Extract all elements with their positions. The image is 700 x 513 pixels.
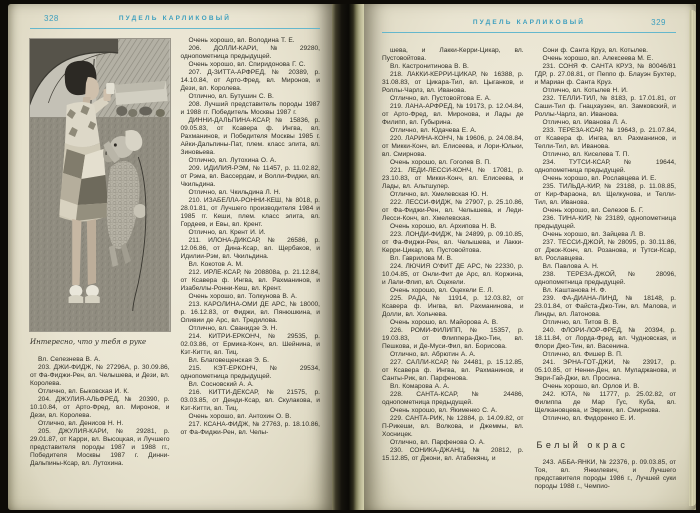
right-page-column-2 [535, 47, 677, 491]
page-right [364, 4, 696, 510]
registry-paragraph: 208. Лучший представитель породы 1987 и 1988 гг. Победитель Москвы 1987 г. [180, 101, 320, 116]
registry-paragraph: 217. КСАНА-ФИДЖ, № 27763, р. 18.10.86, от Фа-Фиджи-Рен, вл. Челы- [180, 421, 320, 436]
registry-paragraph: 243. АББА-ЯНКИ, № 22376, р. 09.03.85, от Тоя, вл. Янкилевич, и Лучшего представителя породы 1986 г., Лучшей суки породы 1988 г., Чемпио- [534, 459, 676, 490]
registry-paragraph: 238. ТЕРЕЗА-ДЖОЙ, № 28096, однопометница предыдущей. [534, 271, 676, 286]
right-page-column-2-top-text [535, 47, 677, 423]
photo-frame [30, 39, 170, 331]
registry-paragraph: 211. ИЛОНА-ДИКСАР, № 26586, р. 12.06.86, от Дина-Ксар, вл. Щербаков, и Идилии-Рэм, вл. Чкильдина. [180, 237, 320, 260]
right-page-column-1-text [382, 47, 524, 463]
registry-paragraph: Отлично, вл. Бутушин С. В. [188, 93, 274, 100]
registry-paragraph: 216. КИТТИ-ДЕКСАР, № 21575, р. 03.03.85, от Денди-Ксар, вл. Скулакова, и Кэт-Китти, вл. Тиц. [180, 389, 320, 412]
right-page-column-1 [382, 47, 524, 491]
registry-paragraph: 234. ТУТСИ-КСАР, № 19644, однопометница предыдущей. [534, 159, 676, 174]
registry-paragraph: Отлично, вл. Титов В. В. [542, 319, 619, 326]
registry-paragraph: 206. ДОЛЛИ-КАРИ, № 29280, однопометница предыдущей. [180, 45, 320, 60]
registry-paragraph: Отлично, вл. Иванова Л. А. [542, 119, 628, 126]
registry-paragraph: 218. ЛАККИ-КЕРРИ-ЦИКАР, № 16388, р. 31.08.83, от Цикара-Тил, вл. Цыганков, и Роллы-Чарлз, вл. Иванова. [382, 71, 524, 94]
registry-paragraph: 225. РАДА, № 11914, р. 12.03.82, от Ксавера ф. Ингва, вл. Рахманинова, и Долли, вл. Хольчева. [382, 295, 524, 318]
registry-paragraph: Очень хорошо, вл. Селезов Б. Г. [542, 207, 644, 214]
registry-paragraph: 219. ЛАНА-АРФРЕД, № 19173, р. 12.04.84, от Арто-Фред, вл. Миронова, и Лады де Филипп, вл. Губырина. [382, 103, 524, 126]
registry-paragraph: Очень хорошо, вл. Майорова А. В. [390, 319, 498, 326]
registry-paragraph: Отлично, вл. Крент И. И. [188, 229, 266, 236]
registry-paragraph: Сони ф. Санта Круз, вл. Котылев. [542, 47, 649, 54]
page-number-left: 328 [44, 14, 59, 23]
registry-paragraph: 227. САЛЛИ-КСАР, № 24481, р. 15.12.85, от Ксавера ф. Ингва, вл. Рахманинов, и Санты-Рик, вл. Парфенова. [382, 359, 524, 382]
book-spread [8, 4, 696, 510]
registry-paragraph: 222. ЛЕССИ-ФИДЖ, № 27907, р. 25.10.86, от Фа-Фиджи-Рен, вл. Челышева, и Леди-Лесси-Конч, вл. Хмелевская. [382, 199, 524, 222]
registry-paragraph: Очень хорошо, вл. Якименко С. А. [390, 407, 498, 414]
header-rule-right [382, 32, 676, 33]
left-page-column-1 [30, 37, 170, 468]
registry-paragraph: Вл. Кокотов А. М. [188, 261, 243, 268]
registry-paragraph: 205. ДЖУЛИЯ-КАРИ, № 29281, р. 29.01.87, от Карри, вл. Высоцкая, и Лучшего представителя породы 1987 и 1988 гг., Победителя Москвы 1987 г. Динни-Дальпины-Ксар, вл. Лутохина. [30, 428, 170, 467]
registry-paragraph: Отлично, вл. Абрютин А. А. [390, 351, 476, 358]
registry-paragraph: 235. ТИЛЬДА-КИР, № 23188, р. 11.08.85, от Кир-Фараона, вл. Щелкунова, и Телли-Тил, вл. Иванова. [534, 183, 676, 206]
registry-paragraph: 241. ЭРНА-ГОТ-ДЖИ, № 23917, р. 05.10.85, от Ненни-Ден, вл. Муладжанова, и Эври-Гай-Джи, вл. Просина. [534, 359, 676, 382]
registry-paragraph: 209. ИДИЛИЯ-РЭМ, № 11457, р. 11.02.82, от Рэма, вл. Вассердам, и Волли-Фиджи, вл. Чкильдина. [180, 165, 320, 188]
page-left-header [30, 14, 320, 26]
registry-paragraph: Вл. Благовещенская Э. Б. [188, 357, 270, 364]
header-rule-left [30, 28, 320, 29]
registry-paragraph: 203. ДЖИ-ФИДЖ, № 27296А, р. 30.09.86, от Фа-Фиджи-Рен, вл. Челышева, и Дези, вл. Королева. [30, 364, 170, 387]
registry-paragraph: 242. ЮТА, № 11777, р. 25.02.82, от Филиппа де Мар Гус, Куба, вл. Щелкановцева, и Эврики, вл. Смирнова. [534, 391, 676, 414]
registry-paragraph: ДИННИ-ДАЛЬПИНА-КСАР, № 15836, р. 09.05.83, от Ксавера ф. Ингва, вл. Рахманинов, и Победителя Москвы 1985 г. Айки-Дальпины-Пат, плем. класс элита, вл. Зиновьева. [180, 117, 320, 156]
registry-paragraph: Очень хорошо, вл. Гоголев В. П. [390, 159, 491, 166]
registry-paragraph: Отлично, вл. Киселева Т. П. [542, 151, 630, 158]
registry-paragraph: 223. ЛОНДИ-ФИДЖ, № 24899, р. 09.10.85, от Фа-Фиджи-Рен, вл. Челышева, и Лакки-Керри-Цикар, вл. Пустовойтова. [382, 231, 524, 254]
registry-paragraph: шева, и Лакки-Керри-Цикар, вл. Пустовойтова. [382, 47, 524, 62]
registry-paragraph: Отлично, вл. Пустовойтова Е. А. [390, 95, 491, 102]
registry-paragraph: Вл. Кастронитинова В. В. [390, 63, 469, 70]
registry-paragraph: Отлично, вл. Денисов Н. Н. [38, 420, 124, 427]
registry-paragraph: 213. КАРОЛИНА-ОМИ ДЕ АРС, № 18000, р. 16.12.83, от Фиджи, вл. Пянюшкина, и Оливии де Арс, вл. Тредилова. [180, 301, 320, 324]
registry-paragraph: 239. ФА-ДИАНА-ЛИНД, № 18148, р. 23.01.84, от Файста-Джо-Тин, вл. Малова, и Линды, вл. Латонова. [534, 295, 676, 318]
registry-paragraph: 214. КИТРИ-ЕРКОНЧ, № 29535, р. 02.03.86, от Ермика-Конч, вл. Шейнина, и Кэт-Китти, вл. Тиц. [180, 333, 320, 356]
registry-paragraph: Отлично, вл. Быковская И. К. [38, 388, 129, 395]
registry-paragraph: Отлично, вл. Фишер В. П. [542, 351, 623, 358]
registry-paragraph: 230. СОНИКА-ДЖАНЦ, № 20812, р. 15.12.85, от Джони, вл. Атабекянц, и [382, 447, 524, 462]
registry-paragraph: Очень хорошо, вл. Рославцева И. Е. [542, 175, 657, 182]
registry-paragraph: Отлично, вл. Сванидзе Э. Н. [188, 325, 278, 332]
registry-paragraph: 215. КЭТ-ЕРКОНЧ, № 29534, однопометница предыдущей. [180, 365, 320, 380]
section-heading-white-color: Белый окрас [536, 440, 629, 450]
registry-paragraph: Отлично, вл. Чкильдина Л. Н. [188, 189, 281, 196]
registry-paragraph: 236. ТИНА-КИР, № 23189, однопометница предыдущей. [534, 215, 676, 230]
registry-paragraph: 240. ФЛОРИ-ЛОР-ФРЕД, № 20394, р. 18.11.84, от Лорда-Фред, вл. Чудновская, и Флори Джо-Тин, вл. Васенина. [534, 327, 676, 350]
registry-paragraph: 228. САНТА-КСАР, № 24486, однопометница предыдущей. [382, 391, 524, 406]
registry-paragraph: 212. ИРЛЕ-КСАР, № 208808а, р. 21.12.84, от Ксавера ф. Ингва, вл. Рахманинов, и Изабеллы-Ронни-Кеш, вл. Крент. [180, 269, 320, 292]
registry-paragraph: Вл. Сосновский А. А. [188, 381, 254, 388]
registry-paragraph: Вл. Комарова А. А. [390, 383, 450, 390]
book-spine [332, 4, 364, 510]
registry-paragraph: Отлично, вл. Хмелевская Ю. Н. [390, 191, 489, 198]
left-page-column-1-text [30, 356, 170, 468]
registry-paragraph: Очень хорошо, вл. Оцехели Е. Л. [390, 287, 494, 294]
running-title-left: ПУДЕЛЬ КАРЛИКОВЫЙ [118, 15, 232, 22]
registry-paragraph: Очень хорошо, вл. Зайцева Л. В. [542, 231, 646, 238]
registry-paragraph: Отлично, вл. Фидоренко Е. И. [542, 415, 636, 422]
page-left [8, 4, 332, 510]
registry-paragraph: Очень хорошо, вл. Спиридонова Г. С. [188, 61, 306, 68]
registry-paragraph: 237. ТЕССИ-ДЖОЙ, № 28095, р. 30.11.86, от Джок-Конч, вл. Розанова, и Тутси-Ксар, вл. Рославцева. [534, 239, 676, 262]
registry-paragraph: 232. ТЕЛЛИ-ТИЛ, № 8183, р. 17.01.81, от Саши-Тил ф. Гнацхаузен, вл. Замковский, и Роллы-Чарлз, вл. Иванова. [534, 95, 676, 118]
registry-paragraph: 210. ИЗАБЕЛЛА-РОННИ-КЕШ, № 8018, р. 28.01.81, от Лучшего производителя 1984 и 1985 гг. Кеши, плем. класс элита, вл. Гордеев, и Евы, вл. Крент. [180, 197, 320, 228]
left-page-column-2-text [181, 37, 321, 437]
registry-paragraph: 220. ЛАРИНА-КОНЧ, № 19606, р. 24.08.84, от Микки-Конч, вл. Елисеева, и Лори-Юльки, вл. Смирнова. [382, 135, 524, 158]
right-page-column-2-bottom-text [535, 459, 677, 491]
bw-photo-woman-with-poodle [30, 39, 170, 331]
registry-paragraph: Очень хорошо, вл. Толкунова В. А. [188, 293, 298, 300]
page-right-header [382, 18, 676, 30]
registry-paragraph: Вл. Каштанова Н. Ф. [542, 287, 607, 294]
registry-paragraph: 221. ЛЕДИ-ЛЕССИ-КОНЧ, № 17081, р. 23.10.83, от Микки-Конч, вл. Елисеева, и Лады, вл. Альтшулер. [382, 167, 524, 190]
registry-paragraph: Отлично, вл. Котылев Н. И. [542, 87, 628, 94]
photo-caption: Интересно, что у тебя в руке [30, 338, 147, 346]
registry-paragraph: 224. ЛЮЧИЯ О'ФИТ ДЕ АРС, № 22330, р. 10.04.85, от Онли-Фит де Арс, вл. Коржина, и Лали-Флип, вл. Оцехели. [382, 263, 524, 286]
page-number-right: 329 [651, 18, 666, 27]
registry-paragraph: Отлично, вл. Юдачева Е. А. [390, 127, 477, 134]
registry-paragraph: Очень хорошо, вл. Володина Т. Е. [188, 37, 295, 44]
registry-paragraph: Вл. Гаврилова М. В. [390, 255, 453, 262]
registry-paragraph: Очень хорошо, вл. Орлов И. В. [542, 383, 640, 390]
registry-paragraph: 204. ДЖУЛИЯ-АЛЬФРЕД, № 20390, р. 10.10.84, от Арто-Фред, вл. Миронов, и Дези, вл. Королева. [30, 396, 170, 419]
running-title-right: ПУДЕЛЬ КАРЛИКОВЫЙ [472, 19, 586, 26]
registry-paragraph: Вл. Селезнева В. А. [38, 356, 101, 363]
registry-paragraph: Отлично, вл. Парфенова О. А. [390, 439, 485, 446]
registry-paragraph: 231. СОНЯ Ф. САНТА КРУЗ, № 80046/81 ГДР, р. 27.08.81, от Пеппо ф. Блауэн Бухтер, и Мариан ф. Санта Круз. [534, 63, 676, 86]
registry-paragraph: Вл. Павлова А. Н. [542, 263, 599, 270]
registry-paragraph: Отлично, вл. Лутохина О. А. [188, 157, 277, 164]
registry-paragraph: Очень хорошо, вл. Архипова Н. В. [390, 223, 497, 230]
registry-paragraph: Очень хорошо, вл. Алексеева М. Е. [542, 55, 654, 62]
page-edges-right [689, 10, 696, 506]
registry-paragraph: Очень хорошо, вл. Антохин О. В. [188, 413, 292, 420]
left-page-column-2 [181, 37, 321, 468]
registry-paragraph: 233. ТЕРЕЗА-КСАР, № 19643, р. 21.07.84, от Ксавера ф. Ингва, вл. Рахманинов, и Телли-Тил, вл. Иванова. [534, 127, 676, 150]
registry-paragraph: 229. САНТА-РИК, № 12884, р. 14.09.82, от П-Рикеши, вл. Волкова, и Джеммы, вл. Хосницек. [382, 415, 524, 438]
registry-paragraph: 207. Д-ЗИТТА-АРФРЕД, № 20389, р. 14.10.84, от Арто-Фред, вл. Миронов, и Дези, вл. Королева. [180, 69, 320, 92]
registry-paragraph: 226. РОМИ-ФИЛИПП, № 15357, р. 19.03.83, от Флиппера-Джо-Тин, вл. Пешкова, и Де-Муси-Фил, вл. Борисова. [382, 327, 524, 350]
